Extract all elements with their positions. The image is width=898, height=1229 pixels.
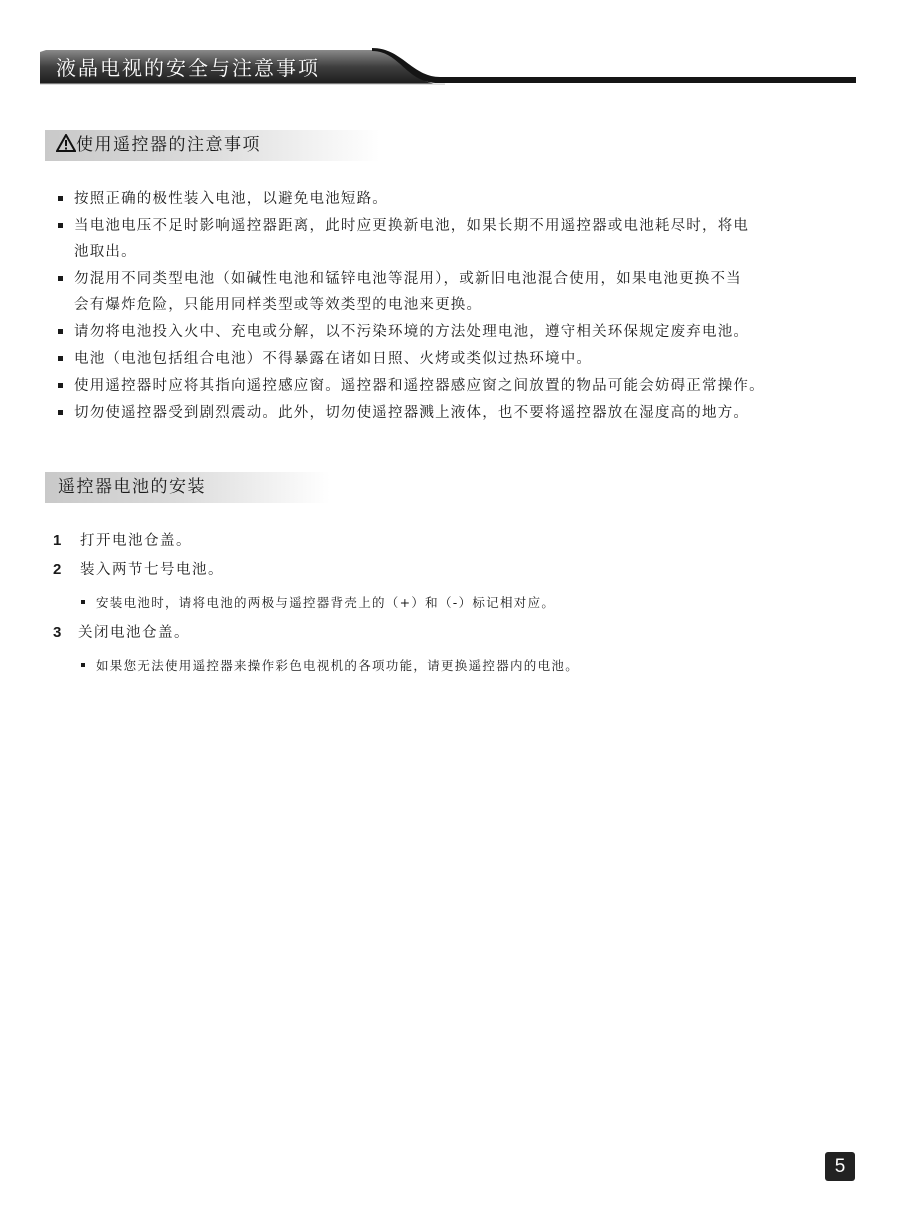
installation-steps: [53, 528, 853, 683]
list-item: 勿混用不同类型电池（如碱性电池和锰锌电池等混用），或新旧电池混合使用，如果电池更换不当 会有爆炸危险，只能用同样类型或等效类型的电池来更换。: [56, 266, 876, 318]
step-item: [53, 557, 853, 583]
bullet-square-icon: [81, 663, 85, 667]
bullet-square-icon: [81, 600, 85, 604]
bullet-square-icon: [58, 276, 63, 281]
step-note: 安装电池时，请将电池的两极与遥控器背壳上的（+）和（-）标记相对应。: [53, 590, 853, 616]
list-item: 按照正确的极性装入电池，以避免电池短路。: [56, 186, 876, 212]
warning-triangle-icon: [56, 134, 76, 152]
section-title-remote-precautions: [45, 130, 380, 161]
list-item: 电池（电池包括组合电池）不得暴露在诸如日照、火烤或类似过热环境中。: [56, 346, 876, 372]
bullet-square-icon: [58, 196, 63, 201]
section-title-text: 遥控器电池的安装: [58, 477, 206, 497]
section-title-text: 使用遥控器的注意事项: [76, 135, 261, 155]
page-header-title: 液晶电视的安全与注意事项: [56, 56, 320, 80]
list-item: 请勿将电池投入火中、充电或分解，以不污染环境的方法处理电池，遵守相关环保规定废弃电池。: [56, 319, 876, 345]
step-item: [53, 528, 853, 554]
section-title-battery-installation: [45, 472, 330, 503]
bullet-square-icon: [58, 223, 63, 228]
step-item: [53, 620, 853, 646]
step-text: 打开电池仓盖。: [80, 533, 192, 549]
step-text: 关闭电池仓盖。: [78, 625, 190, 641]
step-number: 1: [53, 532, 62, 549]
list-item: 切勿使遥控器受到剧烈震动。此外，切勿使遥控器溅上液体，也不要将遥控器放在湿度高的地方。: [56, 400, 876, 426]
bullet-square-icon: [58, 410, 63, 415]
bullet-square-icon: [58, 356, 63, 361]
page-number: 5: [825, 1152, 855, 1181]
bullet-square-icon: [58, 329, 63, 334]
precautions-list: [56, 186, 876, 426]
step-text: 装入两节七号电池。: [80, 562, 224, 578]
list-item: 使用遥控器时应将其指向遥控感应窗。遥控器和遥控器感应窗之间放置的物品可能会妨碍正常操作。: [56, 373, 876, 399]
list-item: 当电池电压不足时影响遥控器距离，此时应更换新电池，如果长期不用遥控器或电池耗尽时，将电 池取出。: [56, 213, 876, 265]
step-number: 2: [53, 561, 62, 578]
step-note: 如果您无法使用遥控器来操作彩色电视机的各项功能，请更换遥控器内的电池。: [53, 653, 853, 679]
bullet-square-icon: [58, 383, 63, 388]
step-number: 3: [53, 624, 62, 641]
